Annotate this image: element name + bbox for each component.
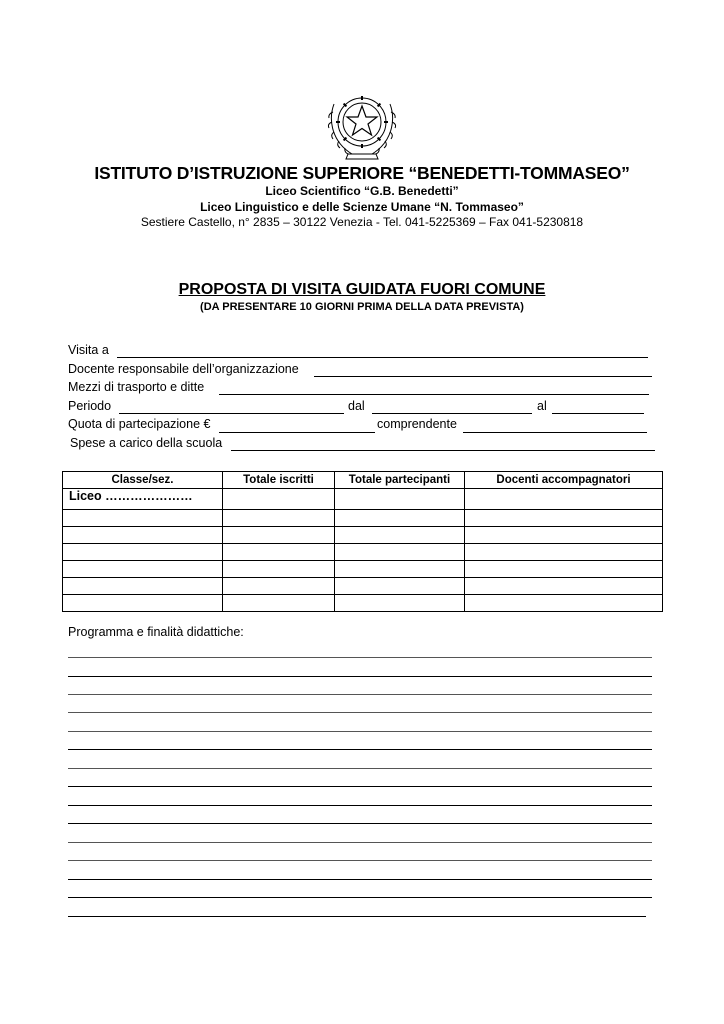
writing-line (68, 860, 652, 861)
table-cell[interactable] (335, 595, 465, 612)
liceo-cell[interactable]: Liceo ………………… (63, 489, 223, 510)
periodo-label: Periodo (68, 399, 112, 413)
table-cell[interactable] (335, 578, 465, 595)
mezzi-field[interactable] (219, 394, 649, 395)
table-cell[interactable] (465, 595, 663, 612)
dal-label: dal (348, 399, 365, 413)
table-cell[interactable] (223, 544, 335, 561)
writing-line (68, 879, 652, 880)
table-cell[interactable] (63, 578, 223, 595)
table-cell[interactable] (63, 561, 223, 578)
writing-line (68, 897, 652, 898)
writing-line (68, 768, 652, 769)
comprendente-field[interactable] (463, 432, 647, 433)
writing-line (68, 916, 646, 917)
dal-field[interactable] (372, 413, 532, 414)
table-row (63, 527, 663, 544)
table-cell[interactable] (63, 595, 223, 612)
republic-emblem-icon (326, 84, 398, 162)
comprendente-label: comprendente (377, 417, 457, 431)
writing-line (68, 694, 652, 695)
header-totale-partecipanti: Totale partecipanti (335, 472, 465, 489)
table-cell[interactable] (63, 527, 223, 544)
form-subtitle: (DA PRESENTARE 10 GIORNI PRIMA DELLA DATA PREVISTA) (200, 301, 524, 313)
table-row (63, 561, 663, 578)
quota-field[interactable] (219, 432, 375, 433)
table-cell[interactable] (335, 561, 465, 578)
header-totale-iscritti: Totale iscritti (223, 472, 335, 489)
table-cell[interactable] (223, 595, 335, 612)
header-docenti: Docenti accompagnatori (465, 472, 663, 489)
periodo-field[interactable] (119, 413, 344, 414)
table-cell[interactable] (335, 527, 465, 544)
writing-line (68, 842, 652, 843)
table-row (63, 595, 663, 612)
school-line-scientific: Liceo Scientifico “G.B. Benedetti” (265, 184, 459, 198)
table-cell[interactable] (465, 489, 663, 510)
writing-line (68, 805, 652, 806)
table-row (63, 489, 663, 510)
table-cell[interactable] (465, 561, 663, 578)
table-cell[interactable] (223, 510, 335, 527)
table-cell[interactable] (465, 544, 663, 561)
quota-label: Quota di partecipazione € (68, 417, 211, 431)
table-cell[interactable] (335, 489, 465, 510)
spese-field[interactable] (231, 450, 655, 451)
table-cell[interactable] (223, 527, 335, 544)
writing-line (68, 712, 652, 713)
docente-field[interactable] (314, 376, 652, 377)
table-cell[interactable] (63, 510, 223, 527)
table-cell[interactable] (335, 510, 465, 527)
institute-title: ISTITUTO D’ISTRUZIONE SUPERIORE “BENEDETTI-TOMMASEO” (94, 163, 630, 183)
writing-line (68, 749, 652, 750)
writing-line (68, 786, 652, 787)
visita-label: Visita a (68, 343, 109, 357)
school-address: Sestiere Castello, n° 2835 – 30122 Venezia - Tel. 041-5225369 – Fax 041-5230818 (140, 215, 584, 229)
table-cell[interactable] (465, 510, 663, 527)
writing-line (68, 823, 652, 824)
writing-line (68, 731, 652, 732)
mezzi-label: Mezzi di trasporto e ditte (68, 380, 205, 394)
school-line-linguistic: Liceo Linguistico e delle Scienze Umane “N. Tommaseo” (200, 200, 524, 214)
table-row (63, 578, 663, 595)
al-label: al (537, 399, 547, 413)
classes-table (62, 471, 663, 612)
al-field[interactable] (552, 413, 644, 414)
table-cell[interactable] (335, 544, 465, 561)
form-title: PROPOSTA DI VISITA GUIDATA FUORI COMUNE (178, 281, 546, 298)
program-label: Programma e finalità didattiche: (68, 625, 244, 639)
table-row (63, 510, 663, 527)
table-row (63, 544, 663, 561)
table-cell[interactable] (465, 527, 663, 544)
table-cell[interactable] (223, 489, 335, 510)
spese-label: Spese a carico della scuola (70, 436, 223, 450)
writing-line (68, 676, 652, 677)
header-classe: Classe/sez. (63, 472, 223, 489)
visita-field[interactable] (117, 357, 648, 358)
table-cell[interactable] (465, 578, 663, 595)
docente-label: Docente responsabile dell’organizzazione (68, 362, 299, 376)
table-cell[interactable] (63, 544, 223, 561)
table-header-row (63, 472, 663, 489)
table-cell[interactable] (223, 561, 335, 578)
writing-line (68, 657, 652, 658)
table-cell[interactable] (223, 578, 335, 595)
